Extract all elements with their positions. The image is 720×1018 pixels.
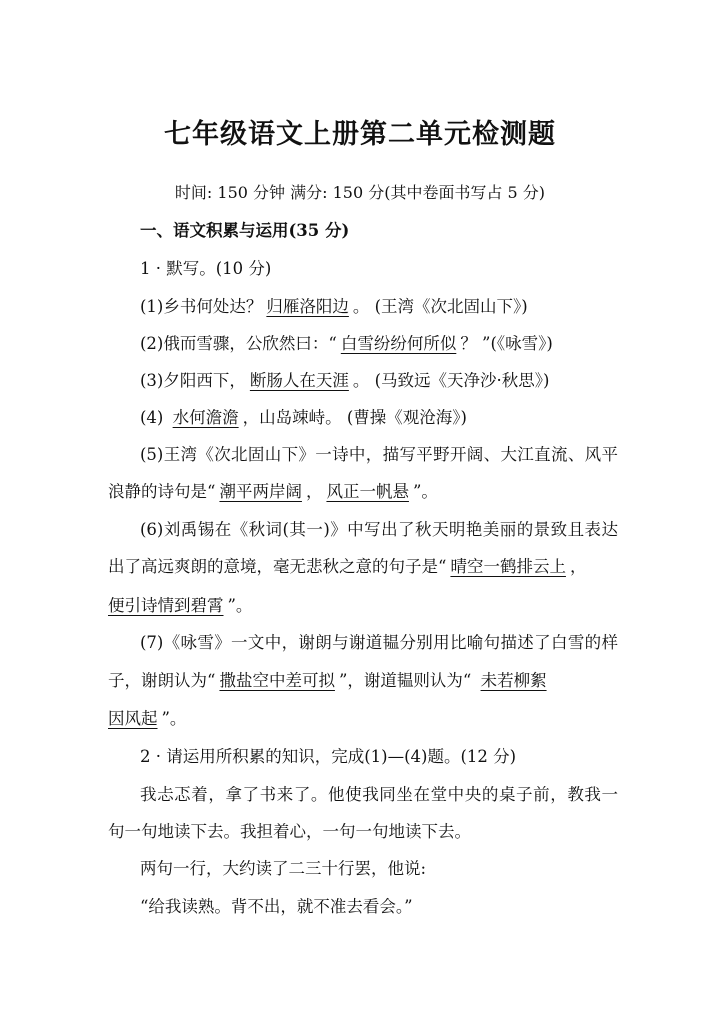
q1-item-7-line3: 因风起 ”。 — [108, 709, 187, 728]
answer-blank: 因风起 — [108, 709, 158, 728]
q1-item-6-line1: (6)刘禹锡在《秋词(其一)》中写出了秋天明艳美丽的景致且表达 — [140, 520, 618, 539]
q1-item-7-line1: (7)《咏雪》一文中，谢朗与谢道韫分别用比喻句描述了白雪的样 — [140, 633, 618, 652]
answer-blank: 晴空一鹤排云上 — [450, 557, 566, 576]
q1-item-1: (1)乡书何处达？ 归雁洛阳边 。 (王湾《次北固山下》) — [140, 297, 528, 316]
q1-item-5-line2: 浪静的诗句是“ 潮平两岸阔 ， 风正一帆悬 ”。 — [108, 482, 438, 501]
page-title: 七年级语文上册第二单元检测题 — [164, 119, 556, 150]
q1-item-6-line2: 出了高远爽朗的意境，毫无悲秋之意的句子是“ 晴空一鹤排云上 ， — [108, 557, 587, 576]
passage-line: 句一句地读下去。我担着心，一句一句地读下去。 — [108, 822, 471, 841]
answer-blank: 断肠人在天涯 — [249, 371, 349, 390]
section-heading: 一、语文积累与运用(35 分) — [140, 221, 350, 240]
passage-line: “给我读熟。背不出，就不准去看会。” — [140, 897, 413, 916]
answer-blank: 便引诗情到碧霄 — [108, 596, 224, 615]
answer-blank: 潮平两岸阔 — [219, 482, 302, 501]
answer-blank: 归雁洛阳边 — [266, 297, 349, 316]
q1-item-2: (2)俄而雪骤，公欣然曰：“ 白雪纷纷何所似 ？ ”(《咏雪》) — [140, 334, 553, 353]
answer-blank: 未若柳絮 — [480, 671, 547, 690]
q1-item-6-line3: 便引诗情到碧霄 ”。 — [108, 596, 253, 615]
answer-blank: 风正一帆悬 — [326, 482, 409, 501]
q1-item-4: (4) 水何澹澹 ，山岛竦峙。 (曹操《观沧海》) — [140, 408, 467, 427]
passage-line: 我忐忑着，拿了书来了。他使我同坐在堂中央的桌子前，教我一 — [140, 785, 618, 804]
answer-blank: 白雪纷纷何所似 — [340, 334, 457, 353]
answer-blank: 水何澹澹 — [172, 408, 239, 427]
passage-line: 两句一行，大约读了二三十行罢，他说: — [140, 859, 427, 878]
answer-blank: 撒盐空中差可拟 — [219, 671, 335, 690]
exam-meta: 时间: 150 分钟 满分: 150 分(其中卷面书写占 5 分) — [174, 183, 546, 202]
q1-item-5-line1: (5)王湾《次北固山下》一诗中，描写平野开阔、大江直流、风平 — [140, 445, 618, 464]
question-2-stem: 2 · 请运用所积累的知识，完成(1)—(4)题。(12 分) — [140, 747, 517, 766]
question-1-stem: 1 · 默写。(10 分) — [140, 259, 272, 278]
q1-item-7-line2: 子，谢朗认为“ 撒盐空中差可拟 ”，谢道韫则认为“ 未若柳絮 — [108, 670, 618, 692]
q1-item-3: (3)夕阳西下， 断肠人在天涯 。 (马致远《天净沙·秋思》) — [140, 371, 550, 390]
